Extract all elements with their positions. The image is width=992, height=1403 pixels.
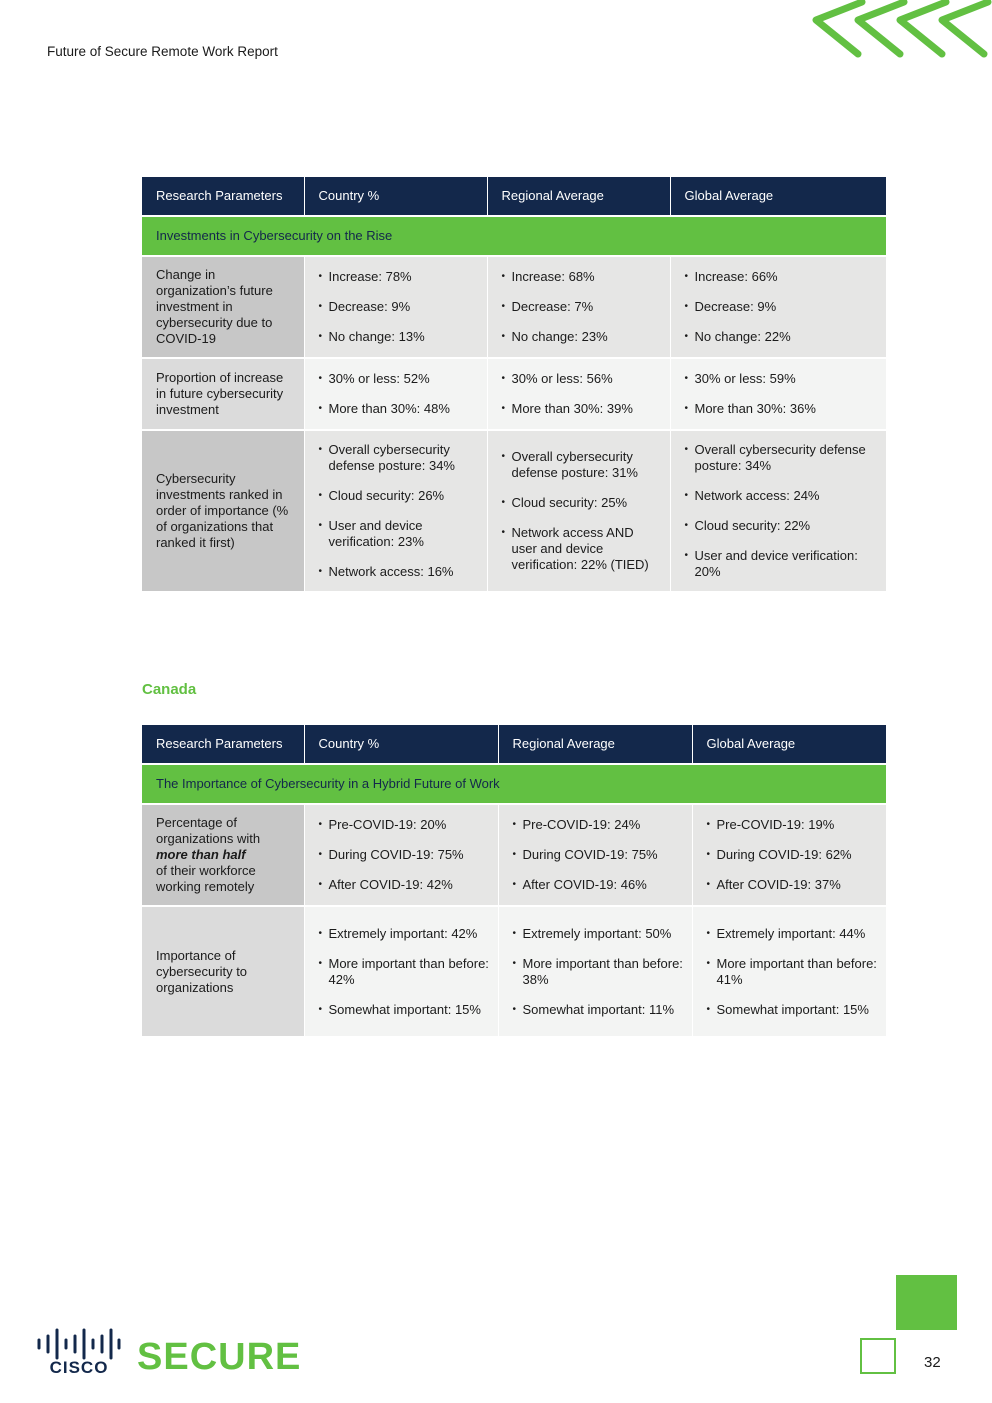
list-item: • More important than before: 41% — [707, 956, 879, 988]
column-header: Country % — [304, 177, 487, 216]
column-header: Regional Average — [498, 725, 692, 764]
list-item: • Extremely important: 50% — [513, 926, 684, 942]
global-values — [707, 817, 879, 893]
list-item: • After COVID-19: 46% — [513, 877, 684, 893]
table-row — [142, 256, 886, 358]
row-parameter: Importance of cybersecurity to organizations — [142, 906, 304, 1036]
regional-values — [513, 926, 684, 1018]
regional-values — [502, 371, 662, 417]
list-item: • No change: 13% — [319, 329, 479, 345]
list-item: • More important than before: 42% — [319, 956, 490, 988]
table-row — [142, 430, 886, 591]
global-values — [685, 442, 879, 580]
list-item: • Extremely important: 42% — [319, 926, 490, 942]
list-item: • Pre-COVID-19: 19% — [707, 817, 879, 833]
column-header: Global Average — [692, 725, 886, 764]
list-item: • Network access: 16% — [319, 564, 479, 580]
list-item: • Somewhat important: 15% — [319, 1002, 490, 1018]
list-item: • Overall cybersecurity defense posture: 31% — [502, 449, 662, 481]
param-text: Percentage of organizations with — [156, 815, 261, 846]
country-values — [319, 817, 490, 893]
country-values — [319, 442, 479, 580]
hybrid-work-table — [142, 725, 886, 1036]
column-header: Regional Average — [487, 177, 670, 216]
list-item: • Decrease: 7% — [502, 299, 662, 315]
page-number: 32 — [924, 1354, 941, 1371]
list-item: • Increase: 78% — [319, 269, 479, 285]
country-values — [319, 269, 479, 345]
list-item: • User and device verification: 20% — [685, 548, 879, 580]
table-row — [142, 804, 886, 906]
global-values — [707, 926, 879, 1018]
decorative-outline-square — [860, 1338, 896, 1374]
chevron-arrows-decoration-icon — [800, 0, 992, 62]
list-item: • Network access: 24% — [685, 488, 879, 504]
row-parameter: Change in organization’s future investment in cybersecurity due to COVID-19 — [142, 256, 304, 358]
param-text: of their workforce working remotely — [156, 863, 256, 894]
table-row — [142, 906, 886, 1036]
column-header: Research Parameters — [142, 725, 304, 764]
list-item: • Overall cybersecurity defense posture: 34% — [319, 442, 479, 474]
param-emphasis: more than half — [156, 847, 246, 862]
list-item: • During COVID-19: 75% — [319, 847, 490, 863]
list-item: • Somewhat important: 15% — [707, 1002, 879, 1018]
list-item: • Extremely important: 44% — [707, 926, 879, 942]
report-title: Future of Secure Remote Work Report — [47, 44, 278, 59]
list-item: • After COVID-19: 37% — [707, 877, 879, 893]
country-values — [319, 371, 479, 417]
cisco-logo-icon — [37, 1328, 121, 1374]
global-values — [685, 371, 879, 417]
list-item: • More than 30%: 36% — [685, 401, 879, 417]
decorative-square — [896, 1275, 957, 1330]
regional-values — [502, 449, 662, 573]
list-item: • 30% or less: 56% — [502, 371, 662, 387]
regional-values — [502, 269, 662, 345]
list-item: • More important than before: 38% — [513, 956, 684, 988]
list-item: • Pre-COVID-19: 20% — [319, 817, 490, 833]
list-item: • Pre-COVID-19: 24% — [513, 817, 684, 833]
list-item: • 30% or less: 52% — [319, 371, 479, 387]
list-item: • Somewhat important: 11% — [513, 1002, 684, 1018]
list-item: • Network access AND user and device verification: 22% (TIED) — [502, 525, 662, 573]
list-item: • During COVID-19: 75% — [513, 847, 684, 863]
list-item: • After COVID-19: 42% — [319, 877, 490, 893]
row-parameter — [142, 804, 304, 906]
list-item: • Cloud security: 25% — [502, 495, 662, 511]
country-values — [319, 926, 490, 1018]
list-item: • 30% or less: 59% — [685, 371, 879, 387]
regional-values — [513, 817, 684, 893]
list-item: • Increase: 66% — [685, 269, 879, 285]
brand-name: SECURE — [137, 1336, 302, 1378]
list-item: • Increase: 68% — [502, 269, 662, 285]
country-heading: Canada — [142, 681, 197, 698]
list-item: • No change: 23% — [502, 329, 662, 345]
list-item: • No change: 22% — [685, 329, 879, 345]
column-header: Country % — [304, 725, 498, 764]
column-header: Research Parameters — [142, 177, 304, 216]
logo-wordmark: CISCO — [49, 1358, 109, 1374]
table-row — [142, 358, 886, 430]
list-item: • More than 30%: 39% — [502, 401, 662, 417]
section-header: Investments in Cybersecurity on the Rise — [142, 216, 886, 256]
list-item: • Decrease: 9% — [685, 299, 879, 315]
list-item: • Cloud security: 26% — [319, 488, 479, 504]
list-item: • Overall cybersecurity defense posture: 34% — [685, 442, 879, 474]
list-item: • During COVID-19: 62% — [707, 847, 879, 863]
list-item: • User and device verification: 23% — [319, 518, 479, 550]
section-header: The Importance of Cybersecurity in a Hybrid Future of Work — [142, 764, 886, 804]
investments-table — [142, 177, 886, 591]
global-values — [685, 269, 879, 345]
list-item: • More than 30%: 48% — [319, 401, 479, 417]
list-item: • Cloud security: 22% — [685, 518, 879, 534]
list-item: • Decrease: 9% — [319, 299, 479, 315]
row-parameter: Cybersecurity investments ranked in order of importance (% of organizations that ranked it first) — [142, 430, 304, 591]
row-parameter: Proportion of increase in future cybersecurity investment — [142, 358, 304, 430]
column-header: Global Average — [670, 177, 886, 216]
